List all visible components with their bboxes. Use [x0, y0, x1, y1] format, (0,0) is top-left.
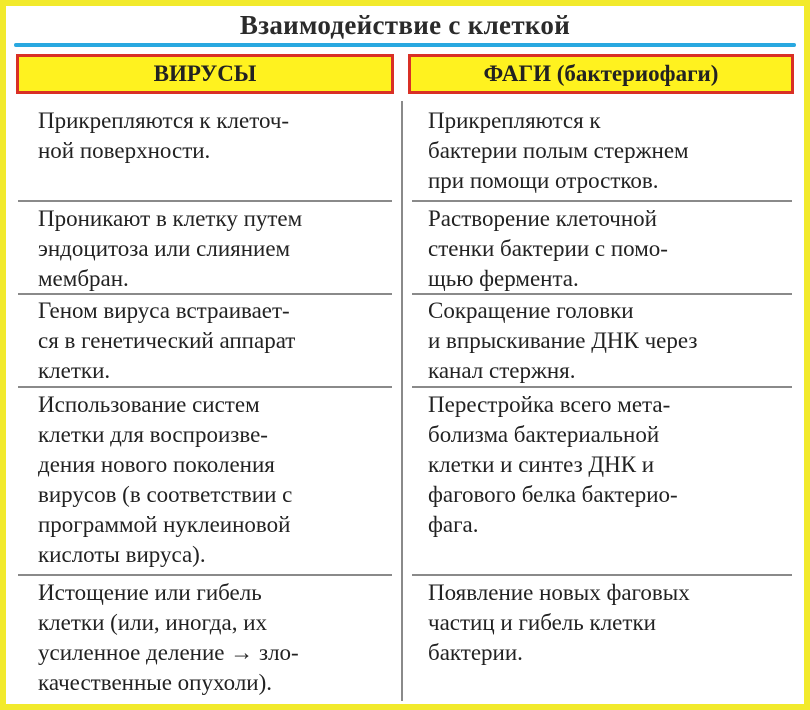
viruses-cell: Истощение или гибель клетки (или, иногда, их усиленное деление → зло- качественные опухоли). [38, 580, 299, 695]
phages-cell: Появление новых фаговых частиц и гибель клетки бактерии. [428, 580, 690, 665]
viruses-cell: Прикрепляются к клеточ- ной поверхности. [38, 108, 290, 163]
table-row [12, 296, 798, 386]
viruses-cell: Геном вируса встраивает- ся в генетический аппарат клетки. [38, 298, 296, 383]
title-underline [14, 43, 796, 47]
page-title: Взаимодействие с клеткой [239, 10, 571, 40]
phages-cell: Перестройка всего мета- болизма бактериальной клетки и синтез ДНК и фагового белка бактерио- фага. [428, 392, 678, 537]
phages-cell: Растворение клеточной стенки бактерии с помо- щью фермента. [428, 206, 668, 291]
viruses-cell: Проникают в клетку путем эндоцитоза или слиянием мембран. [38, 206, 303, 291]
row-divider [412, 293, 792, 295]
table-row [12, 106, 798, 196]
row-divider [18, 386, 392, 388]
viruses-cell: Использование систем клетки для воспроизве- дения нового поколения вирусов (в соответствии с программой нуклеиновой кислоты вируса). [38, 392, 293, 567]
phages-cell: Прикрепляются к бактерии полым стержнем при помощи отростков. [428, 108, 689, 193]
column-header-phages: ФАГИ (бактериофаги) [408, 54, 794, 94]
row-divider [18, 293, 392, 295]
row-divider [18, 574, 392, 576]
row-divider [18, 200, 392, 202]
phages-cell: Сокращение головки и впрыскивание ДНК через канал стержня. [428, 298, 698, 383]
table-row [12, 390, 798, 570]
row-divider [412, 200, 792, 202]
row-divider [412, 574, 792, 576]
table-row [12, 204, 798, 294]
row-divider [412, 386, 792, 388]
table-row [12, 578, 798, 700]
column-header-viruses: ВИРУСЫ [16, 54, 394, 94]
